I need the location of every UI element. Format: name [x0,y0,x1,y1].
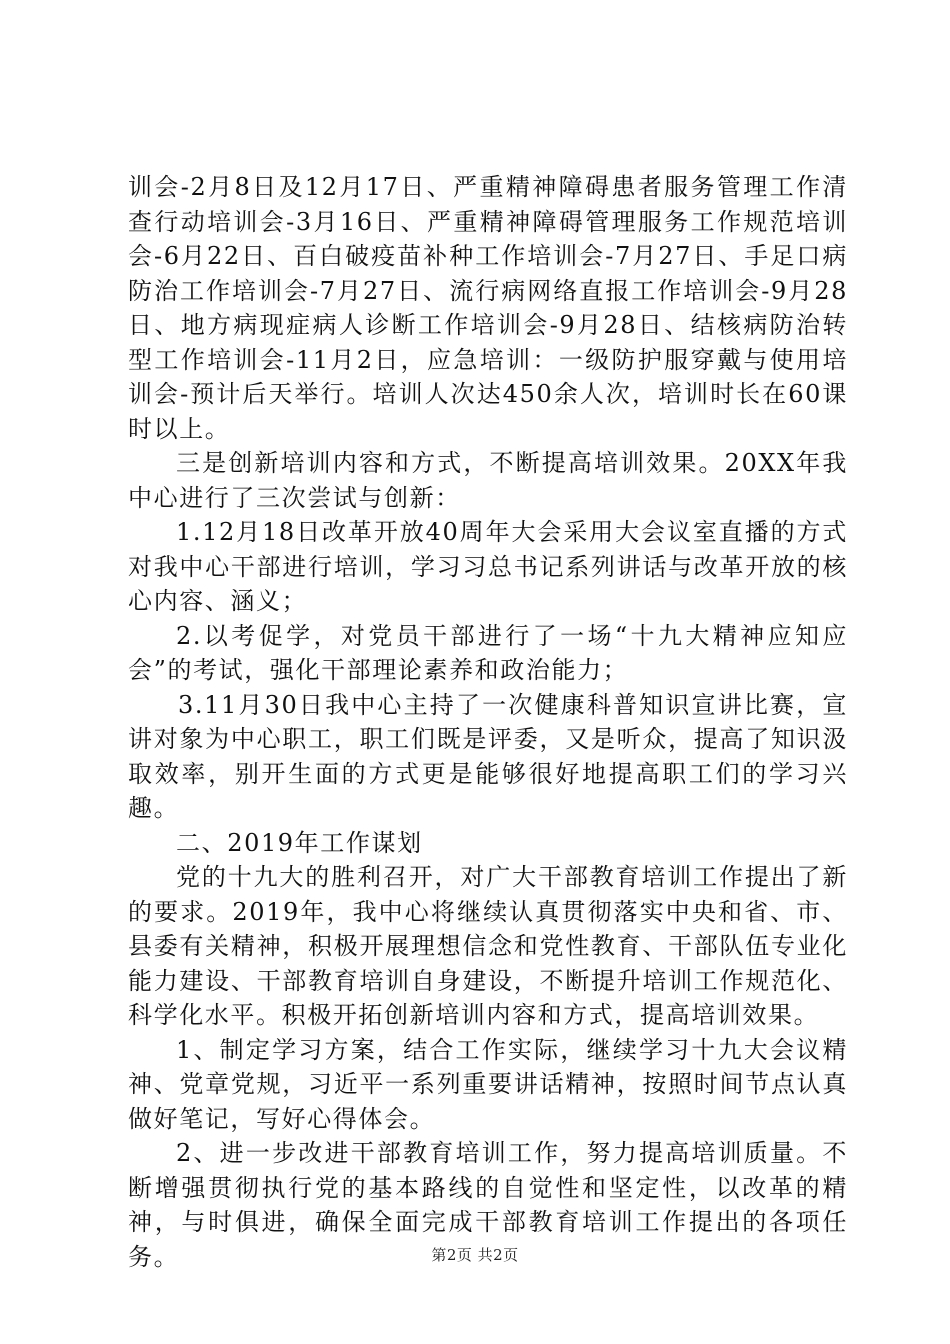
page-number-label: 第2页 共2页 [431,1246,519,1264]
paragraph-innovation-intro: 三是创新培训内容和方式，不断提高培训效果。20XX年我中心进行了三次尝试与创新： [128,449,848,512]
document-body [128,170,848,1274]
paragraph-innovation-item-3: 3.11月30日我中心主持了一次健康科普知识宣讲比赛，宣讲对象为中心职工，职工们既是评委，又是听众，提高了知识汲取效率，别开生面的方式更是能够很好地提高职工们的学习兴趣。 [128,690,848,822]
paragraph-innovation-item-2: 2.以考促学，对党员干部进行了一场“十九大精神应知应会”的考试，强化干部理论素养和政治能力； [128,621,848,684]
paragraph-plan-item-1: 1、制定学习方案，结合工作实际，继续学习十九大会议精神、党章党规，习近平一系列重要讲话精神，按照时间节点认真做好笔记，写好心得体会。 [128,1035,848,1133]
paragraph-plan-item-2: 2、进一步改进干部教育培训工作，努力提高培训质量。不断增强贯彻执行党的基本路线的自觉性和坚定性，以改革的精神，与时俱进，确保全面完成干部教育培训工作提出的各项任务。 [128,1139,848,1271]
paragraph-2019-overview: 党的十九大的胜利召开，对广大干部教育培训工作提出了新的要求。2019年，我中心将继续认真贯彻落实中央和省、市、县委有关精神，积极开展理想信念和党性教育、干部队伍专业化能力建设、干部教育培训自身建设，不断提升培训工作规范化、科学化水平。积极开拓创新培训内容和方式，提高培训效果。 [128,863,848,1029]
paragraph-training-list: 训会-2月8日及12月17日、严重精神障碍患者服务管理工作清查行动培训会-3月16日、严重精神障碍管理服务工作规范培训会-6月22日、百白破疫苗补种工作培训会-7月27日、手足口病防治工作培训会-7月27日、流行病网络直报工作培训会-9月28日、地方病现症病人诊断工作培训会-9月28日、结核病防治转型工作培训会-11月2日，应急培训：一级防护服穿戴与使用培训会-预计后天举行。培训人次达450余人次，培训时长在60课时以上。 [128,173,848,443]
page-footer [0,1244,950,1265]
section-heading-2019-plan: 二、2019年工作谋划 [176,828,423,857]
paragraph-innovation-item-1: 1.12月18日改革开放40周年大会采用大会议室直播的方式对我中心干部进行培训，学习习总书记系列讲话与改革开放的核心内容、涵义； [128,518,848,615]
